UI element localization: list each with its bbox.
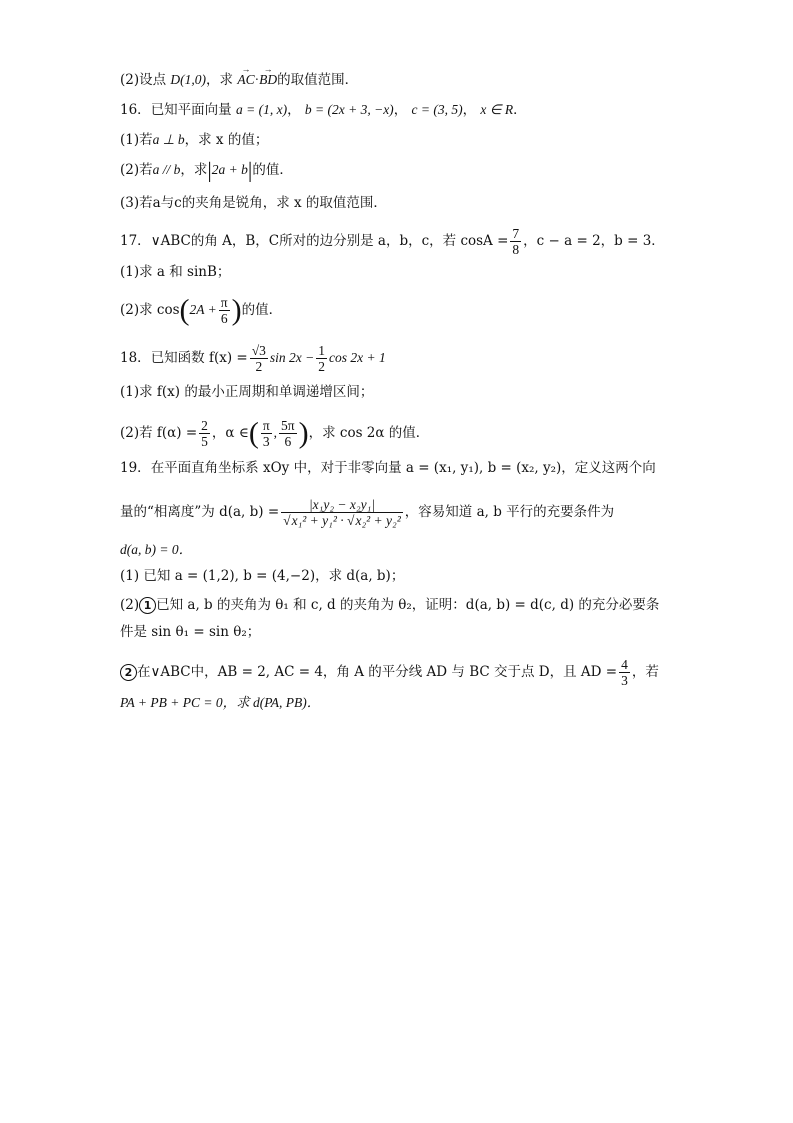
problem-18-part-2: (2)若 f(α) = $\frac{2}{5}$ ，α ∈( $\frac{\pi}{3}$ , $\frac{5\pi}{6}$ )，求 cos 2α 的值． xyxy=(120,416,430,450)
fraction-sqrt3-2 xyxy=(250,343,268,374)
text: 的值． xyxy=(241,302,283,318)
text: 的取值范围． xyxy=(277,72,359,88)
fraction-5pi-6 xyxy=(279,418,297,449)
text: ，求 xyxy=(206,72,238,88)
problem-19-stem xyxy=(120,458,733,478)
problem-17-part-2: (2)求 cos(2A + $\frac{\pi}{6}$ )的值． xyxy=(120,293,283,327)
inner-expr: 2A + xyxy=(189,302,217,317)
problem-number: 18． xyxy=(120,350,151,366)
problem-number: 19． xyxy=(120,460,151,476)
numerator: π xyxy=(262,418,270,433)
problem-19-part-2-2-cont xyxy=(120,693,733,713)
text: 在∨ABC中，AB = 2, AC = 4，角 A 的平分线 AD 与 BC 交于点 D，且 AD = xyxy=(137,664,618,680)
denominator: 8 xyxy=(512,242,520,257)
part-label: (2) xyxy=(120,597,140,613)
text: ∨ABC的角 A，B，C所对的边分别是 a，b，c，若 cosA = xyxy=(150,233,509,249)
text: (2)若 f(α) = xyxy=(120,425,198,441)
vector-c-def: c = (3, 5) xyxy=(411,102,463,117)
problem-18-stem xyxy=(120,343,733,374)
problem-number: 17． xyxy=(120,233,151,249)
part-label: (2)若 xyxy=(120,162,153,178)
numerator: |x₁y₂ − x₂y₁| xyxy=(281,497,403,513)
fraction-separation-degree: $\frac{\text{|x₁y₂ − x₂y₁|}}{\text{√x₁² + y₁² · √x₂² + y₂²}}$ xyxy=(283,497,401,528)
vector-b-def: b = (2x + 3, −x) xyxy=(304,102,394,117)
numerator: 2 xyxy=(201,418,208,433)
text: ，α ∈ xyxy=(211,425,249,441)
perpendicular-expr: a ⊥ b xyxy=(152,132,185,147)
vector-a-def: a = (1, x) xyxy=(235,102,288,117)
denominator: 3 xyxy=(262,434,270,449)
part-label: (1)若 xyxy=(120,132,153,148)
text: d(a, b) = 0． xyxy=(120,542,193,557)
text: 已知平面向量 xyxy=(150,102,232,118)
problem-19-part-2-2 xyxy=(120,657,733,688)
end: ． xyxy=(513,102,527,118)
text: (2)求 cos xyxy=(120,302,180,318)
text: (1)求 a 和 sinB； xyxy=(120,264,231,280)
text: cos 2x + 1 xyxy=(329,350,386,365)
fraction-7-8 xyxy=(510,226,521,257)
numerator: π xyxy=(220,295,228,310)
problem-number: 16． xyxy=(120,102,151,118)
numerator: 4 xyxy=(621,657,628,672)
part-label: (2)设点 xyxy=(120,72,171,88)
problem-19-part-2-1-cont xyxy=(120,622,733,642)
text: 量的“相离度”为 d(a, b) = xyxy=(120,504,280,520)
sqrt-arg-2: x₂² + y₂² xyxy=(355,513,401,528)
denominator: 2 xyxy=(318,359,326,374)
text: ，容易知道 a, b 平行的充要条件为 xyxy=(404,504,615,520)
text: ，求 cos 2α 的值． xyxy=(308,425,430,441)
sep: ， xyxy=(287,102,301,118)
denominator: 6 xyxy=(220,311,228,326)
numerator: 1 xyxy=(318,343,326,358)
problem-16-part-1 xyxy=(120,130,733,150)
fraction-1-2 xyxy=(316,343,327,374)
problem-16-part-3 xyxy=(120,193,733,213)
text: PA + PB + PC = 0，求 d(PA, PB)． xyxy=(120,695,321,710)
point-d: D(1,0) xyxy=(170,72,207,87)
fraction-2-5 xyxy=(199,418,210,449)
text: ，若 xyxy=(631,664,659,680)
text: (1) 已知 a = (1,2), b = (4,−2)，求 d(a, b)； xyxy=(120,568,405,584)
text: (1)求 f(x) 的最小正周期和单调递增区间； xyxy=(120,384,374,400)
problem-16-part-2: (2)若a // b，求|2a + b|的值． xyxy=(120,157,293,183)
text: ，求 x 的值； xyxy=(184,132,269,148)
circled-number-1: 1 xyxy=(139,597,156,614)
text: ，求 xyxy=(180,162,208,178)
text: 件是 sin θ₁ = sin θ₂； xyxy=(120,624,261,640)
sep: ， xyxy=(462,102,477,118)
sep: ， xyxy=(393,102,408,118)
circled-number-2: 2 xyxy=(120,664,137,681)
problem-19-condition xyxy=(120,540,733,560)
problem-19-definition xyxy=(120,497,733,528)
text: 在平面直角坐标系 xOy 中，对于非零向量 a = (x₁, y₁), b = (x₂, y₂)，定义这两个向 xyxy=(150,460,656,476)
numerator: 5π xyxy=(281,418,295,433)
denominator: 6 xyxy=(284,434,292,449)
problem-17-stem xyxy=(120,226,733,257)
parallel-expr: a // b xyxy=(152,162,181,177)
fraction-pi-3 xyxy=(261,418,272,449)
problem-19-part-1 xyxy=(120,566,733,586)
fraction-4-3 xyxy=(619,657,630,688)
text: 已知函数 f(x) = xyxy=(150,350,248,366)
text: 已知 a, b 的夹角为 θ₁ 和 c, d 的夹角为 θ₂，证明：d(a, b) = d(c, d) 的充分必要条 xyxy=(156,597,660,613)
text: sin 2x − xyxy=(269,350,315,365)
text: 的值． xyxy=(252,162,293,178)
problem-15-part-2: (2)设点 D(1,0)，求 → AC·→ BD的取值范围． xyxy=(120,70,733,90)
problem-16-stem xyxy=(120,100,733,120)
denominator: 3 xyxy=(621,673,628,688)
text: (3)若a与c的夹角是锐角，求 x 的取值范围． xyxy=(120,195,387,211)
denominator: 2 xyxy=(255,359,263,374)
denominator: 5 xyxy=(201,434,208,449)
domain-x: x ∈ R xyxy=(480,102,514,117)
problem-18-part-1 xyxy=(120,382,733,402)
sqrt-arg-1: x₁² + y₁² xyxy=(291,513,337,528)
fraction-pi-6 xyxy=(219,295,230,326)
vector-ac: → AC xyxy=(237,70,254,90)
text: ，c − a = 2，b = 3． xyxy=(523,233,665,249)
vector-bd: → BD xyxy=(259,70,277,90)
abs-expr: 2a + b xyxy=(211,162,248,177)
problem-19-part-2-1 xyxy=(120,595,733,615)
problem-17-part-1 xyxy=(120,262,733,282)
numerator: √3 xyxy=(251,343,266,358)
numerator: 7 xyxy=(512,226,520,241)
